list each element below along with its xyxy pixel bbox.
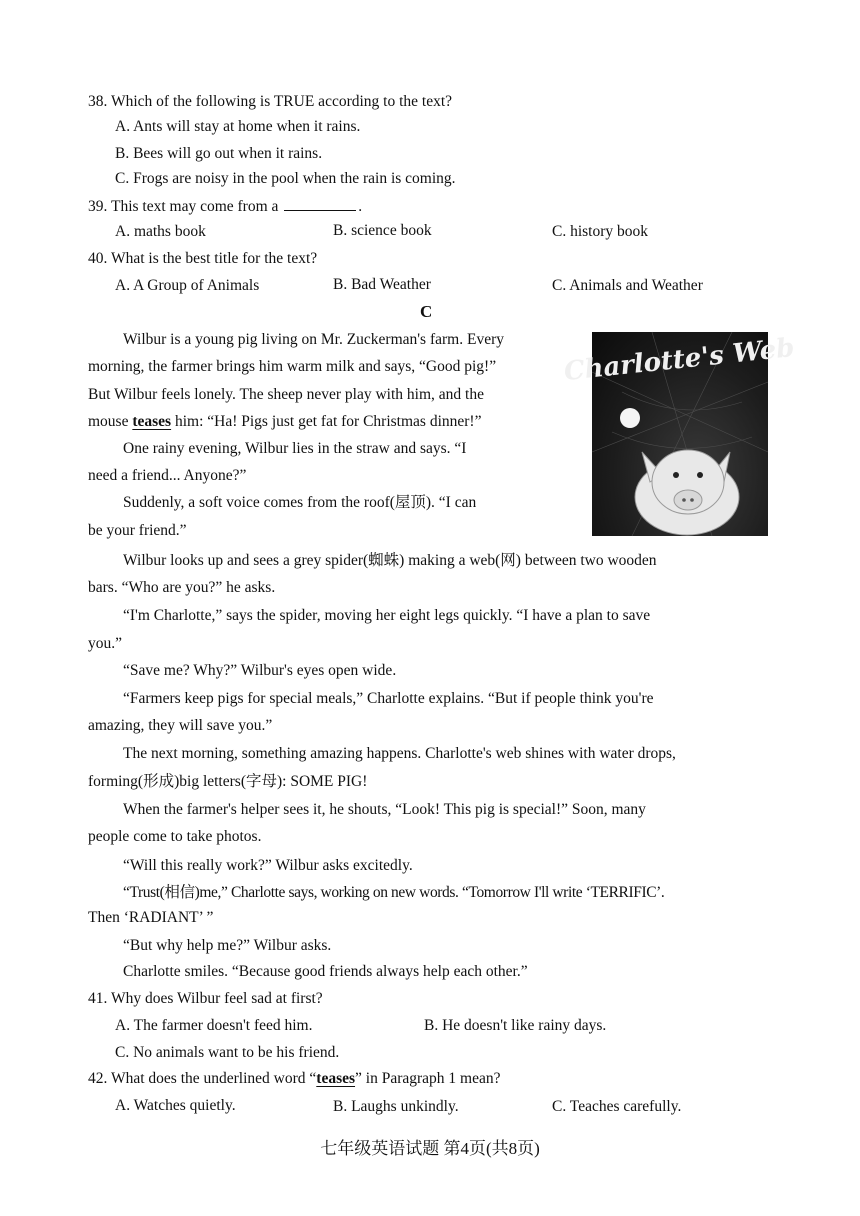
charlottes-web-poster: [562, 332, 796, 536]
passage-text: mouse: [88, 413, 129, 430]
passage-line: bars. “Who are you?” he asks.: [88, 579, 276, 596]
passage-line: people come to take photos.: [88, 828, 262, 845]
passage-line: need a friend... Anyone?”: [88, 467, 247, 484]
passage-line: The next morning, something amazing happens. Charlotte's web shines with water drops,: [123, 745, 676, 762]
q38-option-a: A. Ants will stay at home when it rains.: [115, 118, 361, 135]
underlined-word: teases: [132, 413, 172, 430]
section-label: C: [420, 302, 433, 321]
passage-line: “Trust(相信)me,” Charlotte says, working on new words. “Tomorrow I'll write ‘TERRIFIC’.: [123, 884, 665, 901]
q41-option-b: B. He doesn't like rainy days.: [424, 1017, 607, 1034]
passage-line: “Will this really work?” Wilbur asks excitedly.: [123, 857, 413, 874]
q38-option-b: B. Bees will go out when it rains.: [115, 145, 323, 162]
q41-option-a: A. The farmer doesn't feed him.: [115, 1017, 313, 1034]
passage-line: forming(形成)big letters(字母): SOME PIG!: [88, 773, 368, 790]
q42-option-a: A. Watches quietly.: [115, 1097, 236, 1114]
q39-option-a: A. maths book: [115, 223, 206, 240]
q39-period: .: [358, 198, 363, 215]
passage-line: Wilbur looks up and sees a grey spider(蜘蛛) making a web(网) between two wooden: [123, 552, 657, 569]
passage-line: morning, the farmer brings him warm milk and says, “Good pig!”: [88, 358, 497, 375]
passage-line: be your friend.”: [88, 522, 187, 539]
q42-option-c: C. Teaches carefully.: [552, 1098, 682, 1115]
page-footer: 七年级英语试题 第4页(共8页): [320, 1139, 540, 1158]
passage-line: amazing, they will save you.”: [88, 717, 273, 734]
q42-text: 42. What does the underlined word “: [88, 1070, 317, 1087]
passage-line: When the farmer's helper sees it, he shouts, “Look! This pig is special!” Soon, many: [123, 801, 646, 818]
q41-option-c: C. No animals want to be his friend.: [115, 1044, 340, 1061]
q38-option-c: C. Frogs are noisy in the pool when the rain is coming.: [115, 170, 456, 187]
passage-line: Charlotte smiles. “Because good friends always help each other.”: [123, 963, 528, 980]
answer-blank: [284, 196, 356, 211]
passage-line: [88, 412, 481, 432]
question-38: 38. Which of the following is TRUE according to the text?: [88, 93, 453, 110]
underlined-word: teases: [316, 1070, 356, 1087]
question-39: [88, 196, 362, 217]
poster-title: Charlotte's Web: [562, 333, 796, 388]
poster-art: [562, 332, 796, 536]
passage-line: “But why help me?” Wilbur asks.: [123, 937, 332, 954]
passage-text: him: “Ha! Pigs just get fat for Christmas dinner!”: [174, 413, 482, 430]
passage-line: Wilbur is a young pig living on Mr. Zuckerman's farm. Every: [123, 331, 504, 348]
q42-text: ” in Paragraph 1 mean?: [355, 1070, 501, 1087]
question-41: 41. Why does Wilbur feel sad at first?: [88, 990, 323, 1007]
question-40: 40. What is the best title for the text?: [88, 250, 318, 267]
passage-line: But Wilbur feels lonely. The sheep never play with him, and the: [88, 386, 484, 403]
q39-option-c: C. history book: [552, 223, 649, 240]
q40-option-b: B. Bad Weather: [333, 276, 431, 293]
q42-option-b: B. Laughs unkindly.: [333, 1098, 459, 1115]
question-42: [88, 1069, 501, 1089]
q40-option-a: A. A Group of Animals: [115, 277, 260, 294]
passage-line: “Save me? Why?” Wilbur's eyes open wide.: [123, 662, 397, 679]
passage-line: “Farmers keep pigs for special meals,” Charlotte explains. “But if people think you're: [123, 690, 654, 707]
passage-line: “I'm Charlotte,” says the spider, moving her eight legs quickly. “I have a plan to save: [123, 607, 651, 624]
q40-option-c: C. Animals and Weather: [552, 277, 703, 294]
passage-line: Suddenly, a soft voice comes from the roof(屋顶). “I can: [123, 494, 477, 511]
passage-line: Then ‘RADIANT’ ”: [88, 909, 214, 926]
q39-option-b: B. science book: [333, 222, 432, 239]
passage-line: One rainy evening, Wilbur lies in the straw and says. “I: [123, 440, 467, 457]
q39-text: 39. This text may come from a: [88, 198, 279, 215]
passage-line: you.”: [88, 635, 123, 652]
